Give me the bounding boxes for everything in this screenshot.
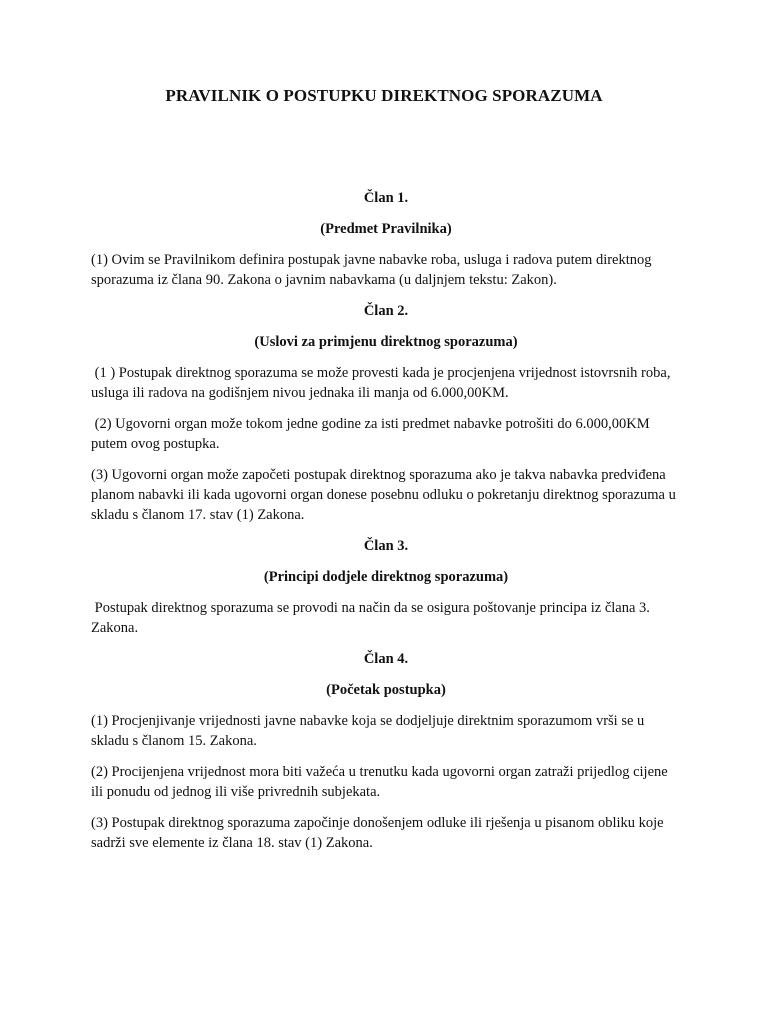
article-subtitle: (Uslovi za primjenu direktnog sporazuma) — [254, 334, 518, 350]
article-number: Član 3. — [363, 538, 409, 554]
paragraph: (1) Ovim se Pravilnikom definira postupak javne nabavke roba, usluga i radova putem direktnog sporazuma iz člana 90. Zakona o javnim nabavkama (u daljnjem tekstu: Zakon). — [91, 252, 652, 288]
article-1 — [91, 188, 681, 290]
paragraph: (3) Postupak direktnog sporazuma započinje donošenjem odluke ili rješenja u pisanom obliku koje sadrži sve elemente iz člana 18. stav (1) Zakona. — [91, 815, 664, 851]
article-number: Član 1. — [363, 190, 409, 206]
document-body — [91, 188, 681, 864]
paragraph: (3) Ugovorni organ može započeti postupak direktnog sporazuma ako je takva nabavka predviđena planom nabavki ili kada ugovorni organ donese posebnu odluku o pokretanju direktnog sporazuma u skladu s članom 17. stav (1) Zakona. — [91, 467, 676, 523]
article-subtitle: (Početak postupka) — [326, 682, 446, 698]
document-title: PRAVILNIK O POSTUPKU DIREKTNOG SPORAZUMA — [165, 86, 603, 105]
paragraph: (1) Procjenjivanje vrijednosti javne nabavke koja se dodjeljuje direktnim sporazumom vrši se u skladu s članom 15. Zakona. — [91, 713, 645, 749]
article-number: Član 2. — [363, 303, 409, 319]
article-subtitle: (Predmet Pravilnika) — [320, 221, 452, 237]
article-4 — [91, 649, 681, 853]
article-3 — [91, 536, 681, 638]
article-number: Član 4. — [363, 651, 409, 667]
paragraph: (1 ) Postupak direktnog sporazuma se može provesti kada je procjenjena vrijednost istovrsnih roba, usluga ili radova na godišnjem nivou jednaka ili manja od 6.000,00KM. — [91, 365, 671, 401]
article-2 — [91, 301, 681, 525]
article-subtitle: (Principi dodjele direktnog sporazuma) — [263, 569, 509, 585]
paragraph: Postupak direktnog sporazuma se provodi na način da se osigura poštovanje principa iz člana 3. Zakona. — [91, 600, 650, 636]
paragraph: (2) Procijenjena vrijednost mora biti važeća u trenutku kada ugovorni organ zatraži prijedlog cijene ili ponudu od jednog ili više privrednih subjekata. — [91, 764, 668, 800]
paragraph: (2) Ugovorni organ može tokom jedne godine za isti predmet nabavke potrošiti do 6.000,00KM putem ovog postupka. — [91, 416, 650, 452]
